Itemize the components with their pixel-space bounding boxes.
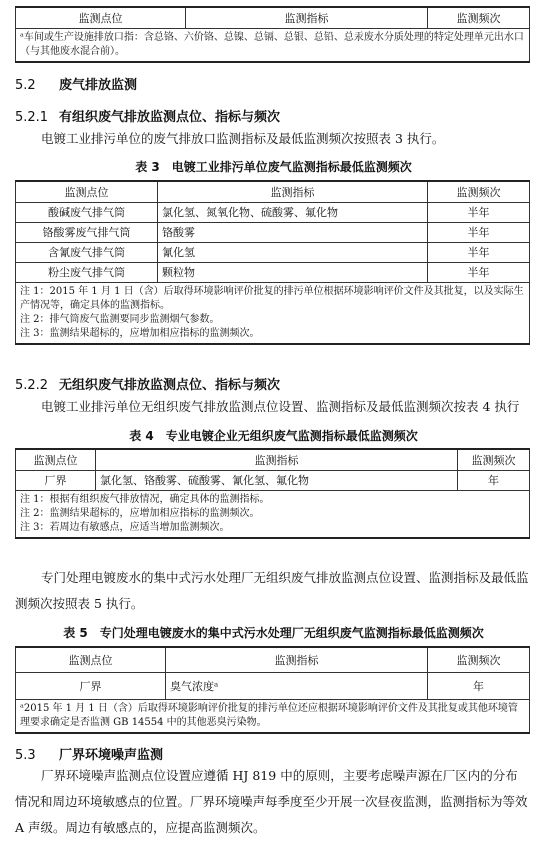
cell-location: 粉尘废气排气筒 [16, 263, 158, 283]
cell-indicator: 铬酸雾 [158, 223, 428, 243]
table-row [16, 471, 530, 491]
t3-note-1: 注 1：2015 年 1 月 1 日（含）后取得环境影响评价批复的排污单位根据环境影响评价文件及其批复，以及实际生产情况等，确定具体的监测指标。 [20, 286, 524, 311]
table-5-caption: 表 5 专门处理电镀废水的集中式污水处理厂无组织废气监测指标最低监测频次 [63, 626, 484, 640]
cell-location: 酸碱废气排气筒 [16, 203, 158, 223]
t4-notes [16, 491, 530, 539]
t3-note-3: 注 3：监测结果超标的，应增加相应指标的监测频次。 [20, 328, 260, 339]
t2-header-indicator: 监测指标 [186, 7, 428, 29]
t2-footnote: ᵃ车间或生产设施排放口指：含总铬、六价铬、总镍、总镉、总银、总铅、总汞废水分质处理的特定处理单元出水口（与其他废水混合前）。 [16, 29, 530, 63]
t3-header-indicator: 监测指标 [158, 181, 428, 203]
table-3 [15, 180, 530, 345]
t5-header-location: 监测点位 [16, 647, 166, 673]
table-4-caption: 表 4 专业电镀企业无组织废气监测指标最低监测频次 [129, 429, 418, 443]
t3-header-frequency: 监测频次 [428, 181, 530, 203]
t5-header-frequency: 监测频次 [428, 647, 530, 673]
paragraph: 厂界环境噪声监测点位设置应遵循 HJ 819 中的原则，主要考虑噪声源在厂区内的分布情况和周边环境敏感点的位置。厂界环境噪声每季度至少开展一次昼夜监测，监测指标为等效 A 声级。周边有敏感点的，应提高监测频次。 [15, 768, 528, 835]
section-title: 废气排放监测 [59, 78, 138, 93]
table-3-caption: 表 3 电镀工业排污单位废气监测指标最低监测频次 [135, 160, 412, 174]
paragraph: 电镀工业排污单位无组织废气排放监测点位设置、监测指标及最低监测频次按表 4 执行 [41, 399, 520, 414]
cell-location: 厂界 [16, 471, 96, 491]
section-number: 5.3 [15, 748, 36, 763]
t3-note-2: 注 2：排气筒废气监测要同步监测烟气参数。 [20, 314, 220, 325]
cell-location: 含氰废气排气筒 [16, 243, 158, 263]
section-5-2-1-heading [15, 106, 280, 125]
cell-indicator: 臭气浓度ᵃ [166, 673, 428, 700]
t4-note-2: 注 2：监测结果超标的，应增加相应指标的监测频次。 [20, 508, 260, 519]
table-row [16, 223, 530, 243]
table-row [16, 243, 530, 263]
cell-frequency: 年 [458, 471, 530, 491]
section-title: 厂界环境噪声监测 [59, 748, 164, 763]
table-row [16, 263, 530, 283]
t4-note-1: 注 1：根据有组织废气排放情况，确定具体的监测指标。 [20, 494, 270, 505]
t4-header-indicator: 监测指标 [96, 449, 458, 471]
section-title: 有组织废气排放监测点位、指标与频次 [59, 110, 281, 125]
cell-frequency: 半年 [428, 203, 530, 223]
cell-indicator: 颗粒物 [158, 263, 428, 283]
table-row [16, 673, 530, 700]
cell-location: 厂界 [16, 673, 166, 700]
cell-frequency: 年 [428, 673, 530, 700]
paragraph: 电镀工业排污单位的废气排放口监测指标及最低监测频次按照表 3 执行。 [41, 131, 445, 146]
paragraph: 专门处理电镀废水的集中式污水处理厂无组织废气排放监测点位设置、监测指标及最低监测频次按照表 5 执行。 [15, 570, 529, 611]
table-4 [15, 448, 530, 539]
section-5-2-heading [15, 74, 137, 93]
cell-frequency: 半年 [428, 243, 530, 263]
section-number: 5.2 [15, 78, 36, 93]
cell-frequency: 半年 [428, 223, 530, 243]
section-5-3-heading [15, 744, 163, 763]
t5-header-indicator: 监测指标 [166, 647, 428, 673]
section-number: 5.2.2 [15, 378, 49, 393]
section-title: 无组织废气排放监测点位、指标与频次 [59, 378, 281, 393]
t3-notes [16, 283, 530, 345]
t2-header-frequency: 监测频次 [428, 7, 530, 29]
table-5 [15, 646, 530, 734]
table-row [16, 203, 530, 223]
cell-indicator: 氯化氢、氮氧化物、硫酸雾、氟化物 [158, 203, 428, 223]
section-number: 5.2.1 [15, 110, 49, 125]
cell-indicator: 氯化氢、铬酸雾、硫酸雾、氰化氢、氟化物 [96, 471, 458, 491]
section-5-2-2-heading [15, 374, 280, 393]
t5-footnote: ᵃ2015 年 1 月 1 日（含）后取得环境影响评价批复的排污单位还应根据环境影响评价文件及其批复或其他环境管理要求确定是否监测 GB 14554 中的其他恶臭污染物。 [16, 700, 530, 734]
cell-frequency: 半年 [428, 263, 530, 283]
table-2-tail [15, 6, 530, 63]
cell-indicator: 氰化氢 [158, 243, 428, 263]
t4-header-frequency: 监测频次 [458, 449, 530, 471]
t2-header-location: 监测点位 [16, 7, 186, 29]
t4-header-location: 监测点位 [16, 449, 96, 471]
t3-header-location: 监测点位 [16, 181, 158, 203]
t4-note-3: 注 3：若周边有敏感点，应适当增加监测频次。 [20, 522, 230, 533]
cell-location: 铬酸雾废气排气筒 [16, 223, 158, 243]
